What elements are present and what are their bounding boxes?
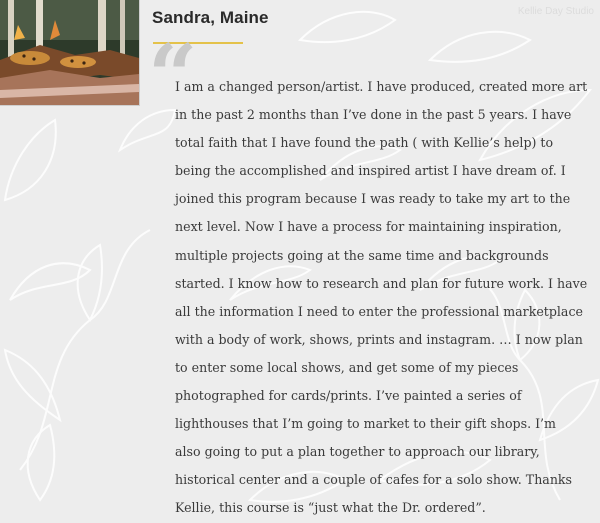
testimonial-author: Sandra, Maine (152, 8, 269, 27)
watermark: Kellie Day Studio (517, 6, 594, 17)
leopard-painting-image (0, 0, 139, 105)
testimonial-photo (0, 0, 140, 106)
testimonial-text: I am a changed person/artist. I have produced, created more art in the past 2 months than I’ve done in the past 5 years. I have total faith that I have found the path ( with Kellie’s help) to being the accomplished and inspired artist I have dream of. I joined this program because I was ready to take my art to the next level. Now I have a process for maintaining inspiration, multiple projects going at the same time and backgrounds started. I know how to research and plan for future work. I have all the information I need to enter the professional marketplace with a body of work, shows, prints and instagram. … I now plan to enter some local shows, and get some of my pieces photographed for cards/prints. I’ve painted a series of lighthouses that I’m going to market to their gift shops. I’m also going to put a plan together to approach our library, historical center and a couple of cafes for a solo show. Thanks Kellie, this course is “just what the Dr. ordered”. (175, 79, 588, 516)
quote-mark-icon: “ (148, 26, 198, 127)
